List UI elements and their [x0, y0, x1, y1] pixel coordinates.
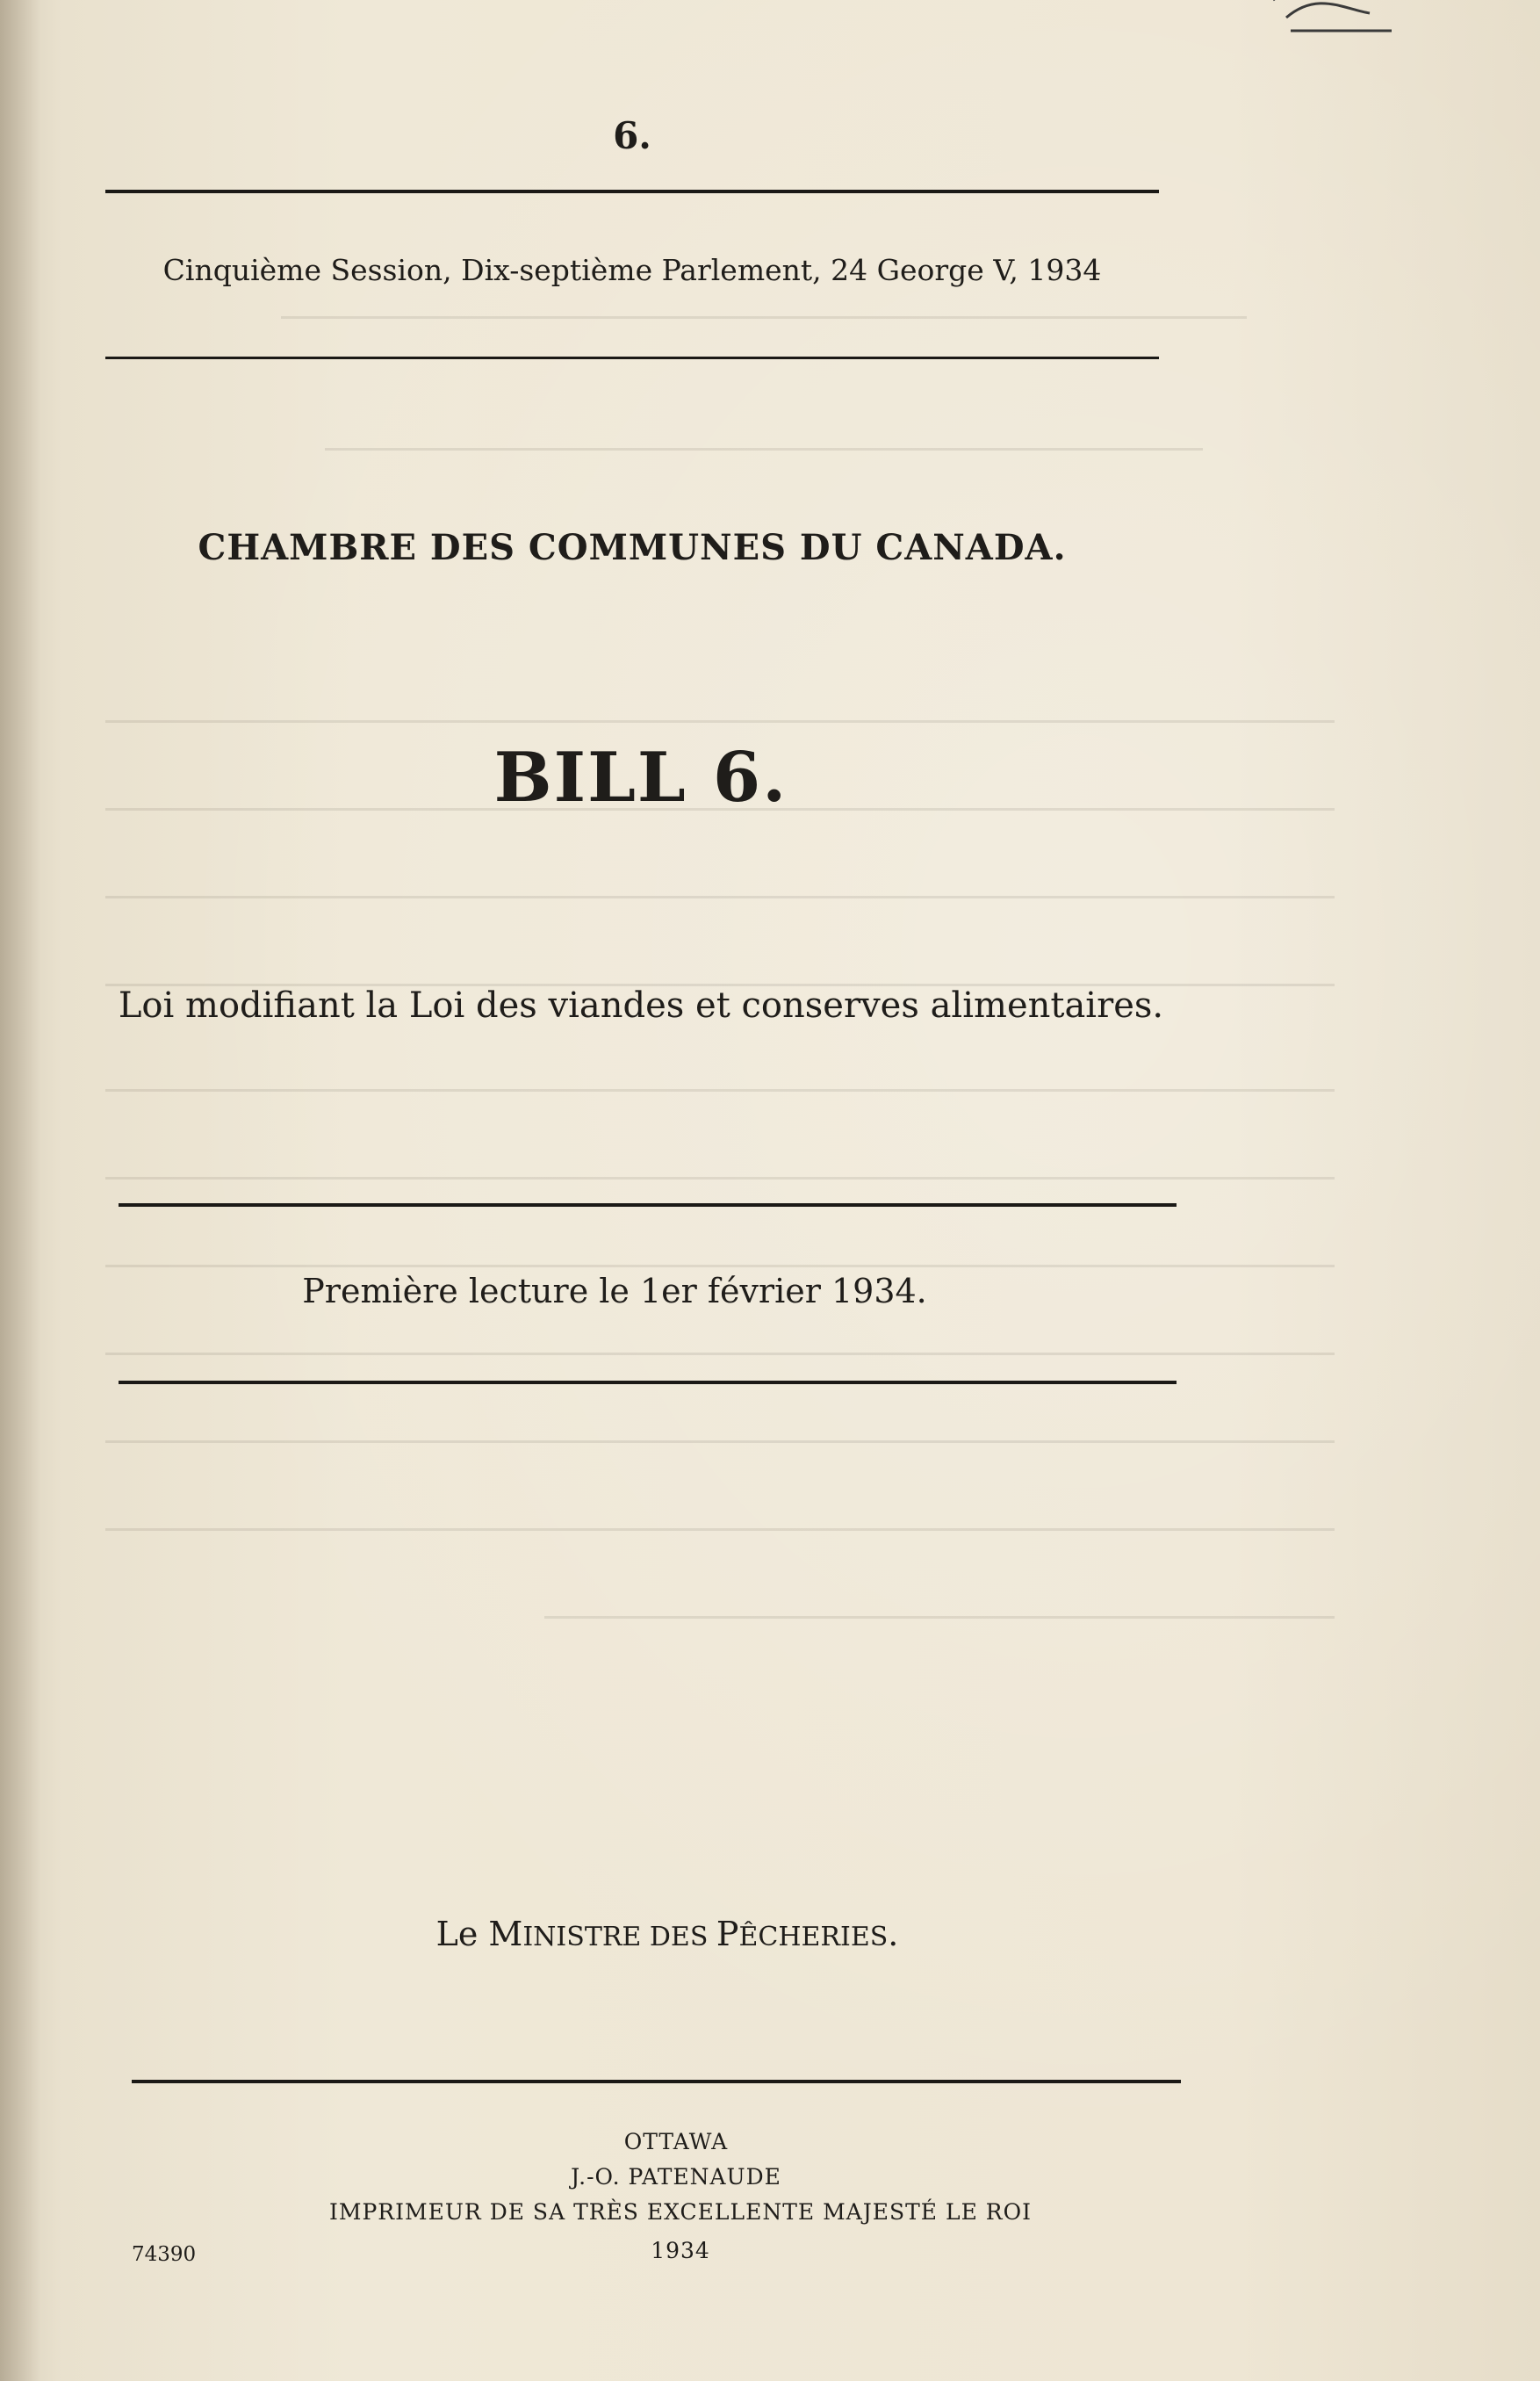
imprint-printer: J.-O. PATENAUDE	[571, 2164, 781, 2190]
print-code: 74390	[132, 2243, 197, 2266]
house-heading: CHAMBRE DES COMMUNES DU CANADA.	[198, 527, 1067, 568]
minister-m-rest: INISTRE	[522, 1922, 642, 1952]
minister-des: DES	[641, 1922, 716, 1952]
imprint-city: OTTAWA	[623, 2129, 729, 2154]
minister-p-rest: ÊCHERIES	[738, 1922, 889, 1952]
session-line: Cinquième Session, Dix-septième Parlement, 24 George V, 1934	[162, 253, 1102, 287]
minister-m-initial: M	[488, 1915, 523, 1953]
bill-number: BILL 6.	[493, 738, 788, 818]
session-rule	[105, 357, 1159, 359]
minister-suffix: .	[888, 1915, 899, 1953]
imprint-printer-title: IMPRIMEUR DE SA TRÈS EXCELLENTE MAJESTÉ LE ROI	[329, 2199, 1032, 2225]
minister-p-initial: P	[716, 1915, 739, 1953]
minister-prefix: Le	[435, 1915, 489, 1953]
page-edge-shadow	[0, 0, 40, 2381]
top-rule	[105, 190, 1159, 193]
handwritten-mark	[1238, 0, 1396, 53]
title-rule	[119, 1203, 1177, 1207]
reading-rule	[119, 1381, 1177, 1384]
bottom-rule	[132, 2080, 1181, 2083]
first-reading: Première lecture le 1er février 1934.	[302, 1272, 927, 1310]
minister-line	[228, 1915, 1106, 1953]
act-title: Loi modifiant la Loi des viandes et conserves alimentaires.	[118, 985, 1164, 1026]
page-number: 6.	[613, 114, 651, 157]
imprint-year: 1934	[651, 2238, 710, 2263]
